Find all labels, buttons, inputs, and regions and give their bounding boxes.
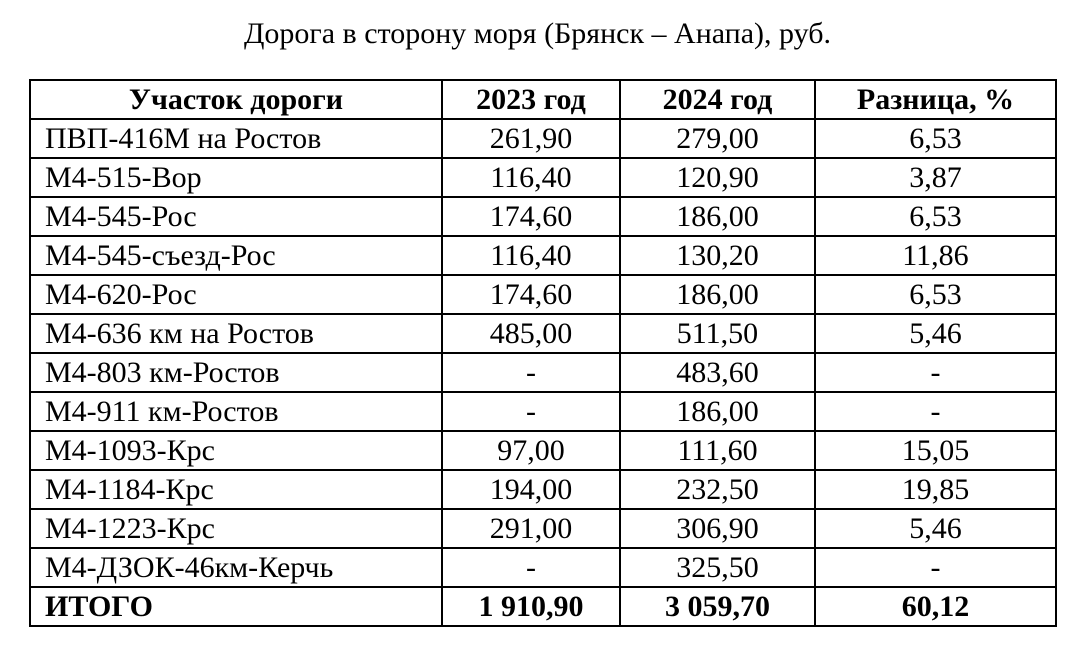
price-2024-cell: 325,50: [620, 548, 815, 587]
header-2024: 2024 год: [620, 80, 815, 119]
total-label-cell: ИТОГО: [30, 587, 442, 626]
price-2023-cell: -: [442, 548, 620, 587]
price-2023-cell: 291,00: [442, 509, 620, 548]
price-2024-cell: 120,90: [620, 158, 815, 197]
price-2023-cell: 97,00: [442, 431, 620, 470]
segment-cell: М4-545-Рос: [30, 197, 442, 236]
table-row: [30, 236, 1056, 275]
price-2023-cell: 174,60: [442, 275, 620, 314]
segment-cell: М4-545-съезд-Рос: [30, 236, 442, 275]
difference-cell: 11,86: [815, 236, 1056, 275]
difference-cell: -: [815, 392, 1056, 431]
segment-cell: ПВП-416М на Ростов: [30, 119, 442, 158]
total-row: [30, 587, 1056, 626]
difference-cell: -: [815, 548, 1056, 587]
total-difference-cell: 60,12: [815, 587, 1056, 626]
table-row: [30, 353, 1056, 392]
difference-cell: -: [815, 353, 1056, 392]
segment-cell: М4-1223-Крс: [30, 509, 442, 548]
price-2023-cell: 116,40: [442, 158, 620, 197]
segment-cell: М4-911 км-Ростов: [30, 392, 442, 431]
price-2023-cell: -: [442, 353, 620, 392]
total-2024-cell: 3 059,70: [620, 587, 815, 626]
segment-cell: М4-515-Вор: [30, 158, 442, 197]
price-2024-cell: 279,00: [620, 119, 815, 158]
segment-cell: М4-1093-Крс: [30, 431, 442, 470]
header-2023: 2023 год: [442, 80, 620, 119]
document-title: Дорога в сторону моря (Брянск – Анапа), руб.: [243, 17, 832, 50]
table-row: [30, 197, 1056, 236]
price-2023-cell: 485,00: [442, 314, 620, 353]
header-segment: Участок дороги: [30, 80, 442, 119]
toll-price-table: [29, 79, 1057, 627]
price-2024-cell: 186,00: [620, 392, 815, 431]
table-row: [30, 158, 1056, 197]
difference-cell: 5,46: [815, 314, 1056, 353]
table-row: [30, 431, 1056, 470]
price-2024-cell: 483,60: [620, 353, 815, 392]
table-row: [30, 548, 1056, 587]
price-2023-cell: 194,00: [442, 470, 620, 509]
segment-cell: М4-620-Рос: [30, 275, 442, 314]
price-2024-cell: 186,00: [620, 197, 815, 236]
difference-cell: 6,53: [815, 119, 1056, 158]
segment-cell: М4-636 км на Ростов: [30, 314, 442, 353]
price-2024-cell: 232,50: [620, 470, 815, 509]
header-difference: Разница, %: [815, 80, 1056, 119]
difference-cell: 5,46: [815, 509, 1056, 548]
segment-cell: М4-ДЗОК-46км-Керчь: [30, 548, 442, 587]
table-row: [30, 392, 1056, 431]
price-2024-cell: 186,00: [620, 275, 815, 314]
total-2023-cell: 1 910,90: [442, 587, 620, 626]
header-row: [30, 80, 1056, 119]
difference-cell: 3,87: [815, 158, 1056, 197]
table-row: [30, 509, 1056, 548]
table-row: [30, 119, 1056, 158]
price-2023-cell: 116,40: [442, 236, 620, 275]
price-2024-cell: 130,20: [620, 236, 815, 275]
price-2024-cell: 511,50: [620, 314, 815, 353]
difference-cell: 6,53: [815, 275, 1056, 314]
price-2023-cell: -: [442, 392, 620, 431]
price-2023-cell: 174,60: [442, 197, 620, 236]
difference-cell: 19,85: [815, 470, 1056, 509]
difference-cell: 6,53: [815, 197, 1056, 236]
price-2024-cell: 111,60: [620, 431, 815, 470]
difference-cell: 15,05: [815, 431, 1056, 470]
segment-cell: М4-1184-Крс: [30, 470, 442, 509]
table-row: [30, 275, 1056, 314]
price-2023-cell: 261,90: [442, 119, 620, 158]
segment-cell: М4-803 км-Ростов: [30, 353, 442, 392]
table-row: [30, 314, 1056, 353]
price-2024-cell: 306,90: [620, 509, 815, 548]
table-row: [30, 470, 1056, 509]
